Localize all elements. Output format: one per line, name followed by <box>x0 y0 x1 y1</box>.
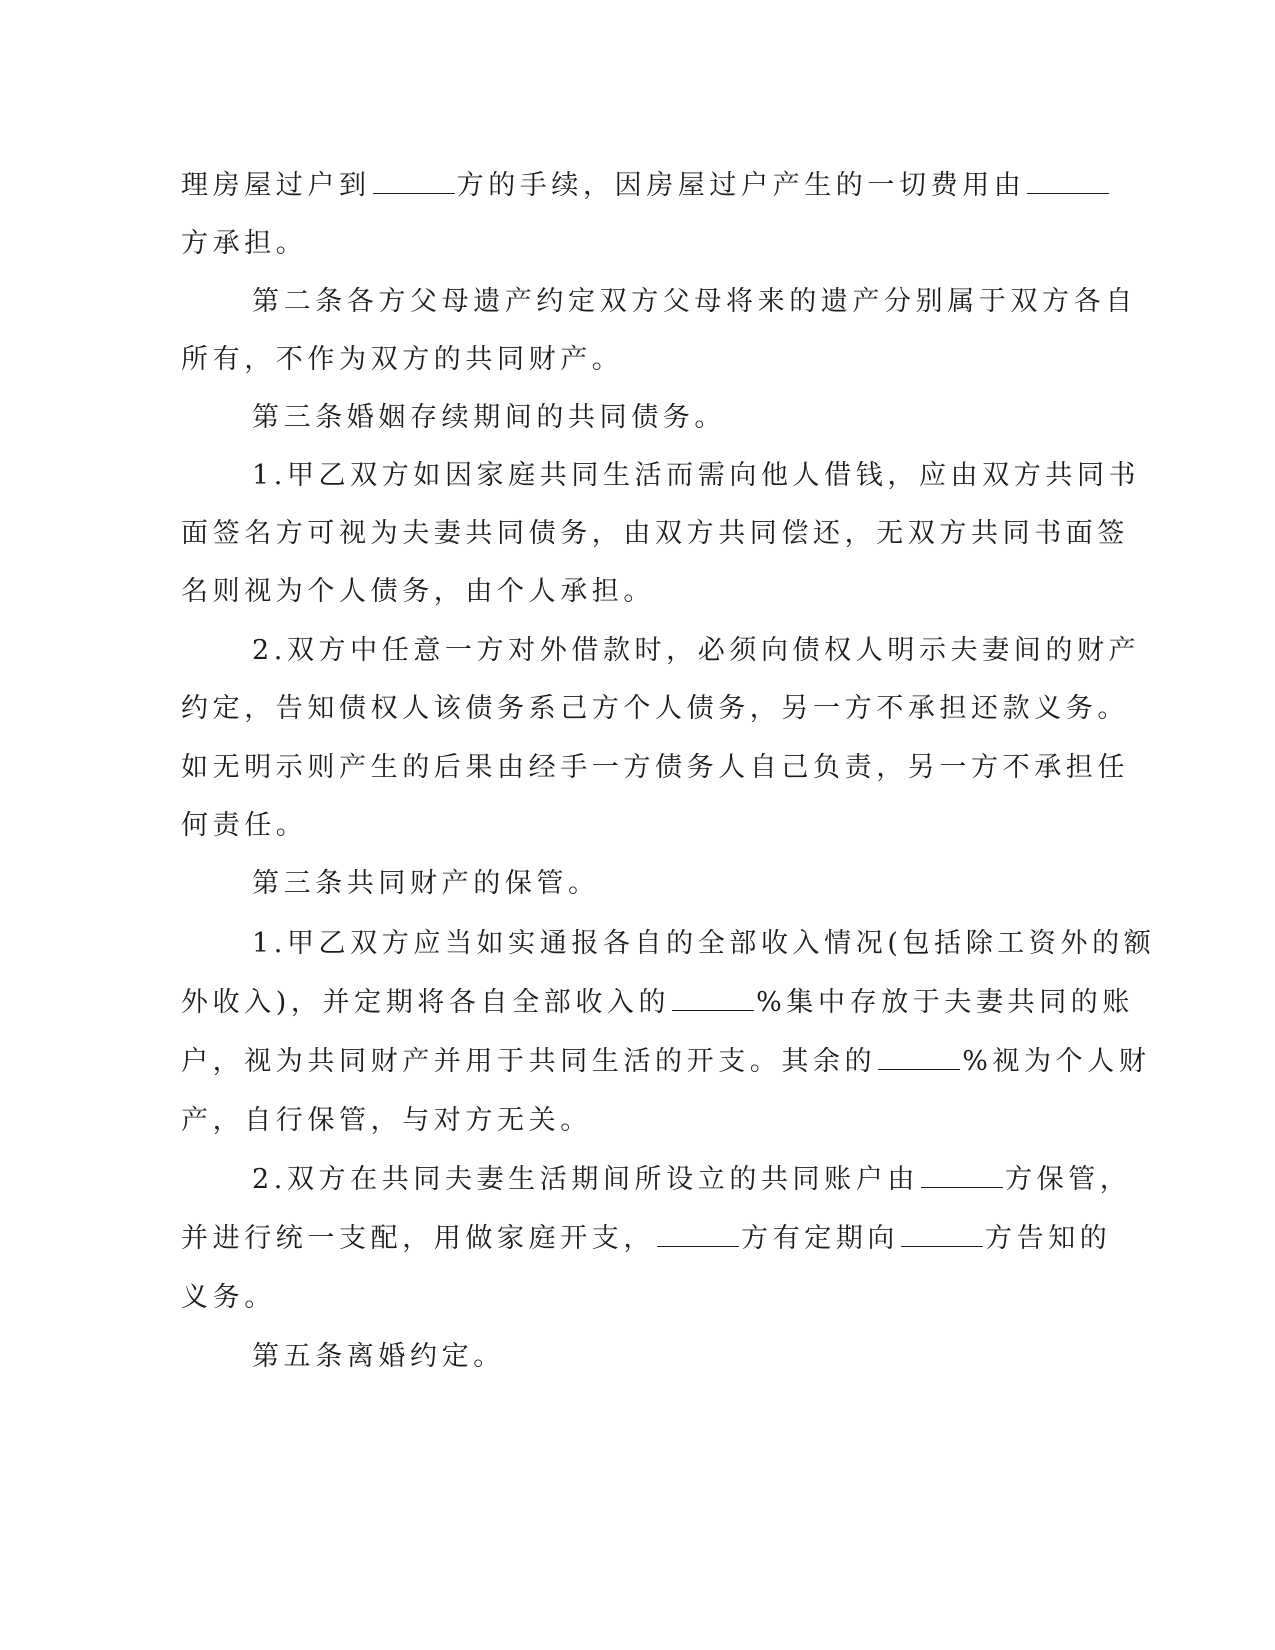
line-segment: 名则视为个人债务，由个人承担。 <box>181 576 655 607</box>
text-line <box>181 516 1129 552</box>
line-segment: 所有，不作为双方的共同财产。 <box>181 344 624 375</box>
line-segment: 并进行统一支配，用做家庭开支， <box>181 1223 655 1254</box>
text-line <box>181 1280 276 1316</box>
line-segment: 何责任。 <box>181 810 308 841</box>
line-segment: 方有定期向 <box>741 1223 899 1254</box>
text-line <box>181 1044 1150 1080</box>
text-line <box>181 574 655 610</box>
text-line <box>252 633 1140 669</box>
text-line <box>252 866 600 902</box>
line-segment: 方告知的 <box>985 1223 1112 1254</box>
text-line <box>181 750 1129 786</box>
line-segment: 方的手续，因房屋过户产生的一切费用由 <box>456 170 1026 201</box>
fill-in-blank <box>878 1045 960 1070</box>
text-line <box>181 1221 1111 1257</box>
text-line <box>252 458 1140 494</box>
line-segment: 第三条共同财产的保管。 <box>252 868 600 899</box>
line-segment: 1.甲乙双方应当如实通报各自的全部收入情况(包括除工资外的额 <box>252 928 1156 959</box>
fill-in-blank <box>921 1163 1003 1188</box>
text-line <box>252 926 1155 962</box>
line-segment: %集中存放于夫妻共同的账 <box>756 987 1134 1018</box>
text-line <box>181 168 1111 204</box>
line-segment: %视为个人财 <box>962 1046 1151 1077</box>
line-segment: 第五条离婚约定。 <box>252 1341 505 1372</box>
text-line <box>181 226 307 262</box>
line-segment: 第二条各方父母遗产约定双方父母将来的遗产分别属于双方各自 <box>252 286 1137 317</box>
line-segment: 义务。 <box>181 1282 276 1313</box>
line-segment: 1.甲乙双方如因家庭共同生活而需向他人借钱，应由双方共同书 <box>252 460 1141 491</box>
fill-in-blank <box>657 1222 739 1247</box>
fill-in-blank <box>672 986 754 1011</box>
line-segment: 2.双方中任意一方对外借款时，必须向债权人明示夫妻间的财产 <box>252 635 1141 666</box>
text-line <box>181 808 307 844</box>
line-segment: 如无明示则产生的后果由经手一方债务人自己负责，另一方不承担任 <box>181 752 1129 783</box>
text-line <box>252 1339 505 1375</box>
line-segment: 第三条婚姻存续期间的共同债务。 <box>252 402 726 433</box>
text-line <box>252 284 1137 320</box>
text-line <box>252 400 726 436</box>
line-segment: 2.双方在共同夫妻生活期间所设立的共同账户由 <box>252 1164 919 1195</box>
text-line <box>181 342 623 378</box>
text-line <box>181 1103 592 1139</box>
line-segment: 面签名方可视为夫妻共同债务，由双方共同偿还，无双方共同书面签 <box>181 518 1129 549</box>
text-line <box>181 985 1134 1021</box>
line-segment: 户，视为共同财产并用于共同生活的开支。其余的 <box>181 1046 877 1077</box>
line-segment: 方保管， <box>1004 1164 1132 1195</box>
line-segment: 外收入)，并定期将各自全部收入的 <box>181 987 671 1018</box>
line-segment: 方承担。 <box>181 228 308 259</box>
fill-in-blank <box>1027 169 1109 194</box>
line-segment: 约定，告知债权人该债务系己方个人债务，另一方不承担还款义务。 <box>181 693 1129 724</box>
line-segment: 理房屋过户到 <box>181 170 371 201</box>
fill-in-blank <box>901 1222 983 1247</box>
text-line <box>181 691 1129 727</box>
text-line <box>252 1162 1131 1198</box>
fill-in-blank <box>373 169 455 194</box>
line-segment: 产，自行保管，与对方无关。 <box>181 1105 592 1136</box>
